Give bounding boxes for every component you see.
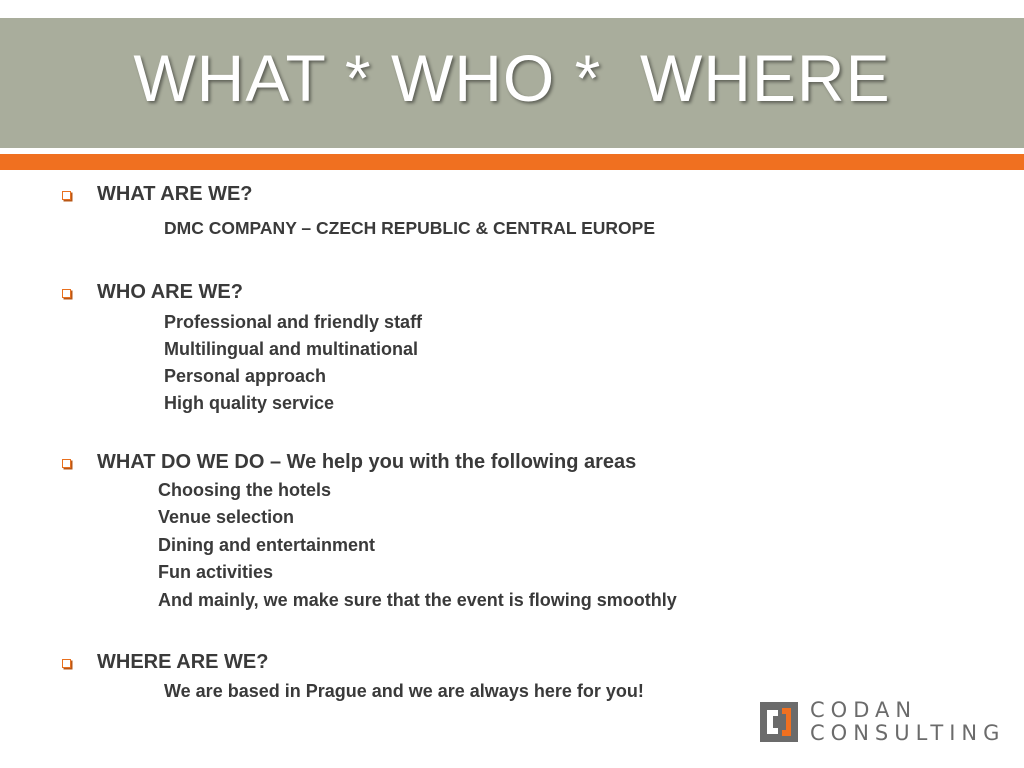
section-who-heading-row: [62, 281, 243, 304]
section-heading: WHERE ARE WE?: [97, 651, 269, 673]
section-heading: WHAT DO WE DO – We help you with the following areas: [97, 451, 637, 473]
section-what-heading-row: [62, 183, 253, 206]
logo-text-consulting: CONSULTING: [810, 721, 1006, 745]
company-logo: [760, 698, 1006, 746]
section-heading: WHAT ARE WE?: [97, 183, 253, 205]
section-item: Multilingual and multinational: [164, 339, 418, 359]
logo-text-codan: CODAN: [810, 698, 918, 722]
section-item: Choosing the hotels: [158, 480, 331, 500]
section-item: Venue selection: [158, 507, 295, 527]
section-item: Personal approach: [164, 366, 327, 386]
section-item: We are based in Prague and we are always here for you!: [164, 681, 644, 701]
codan-logo-mark-icon: [760, 702, 798, 742]
section-item: Professional and friendly staff: [164, 312, 423, 332]
slide-title: WHAT * WHO * WHERE: [133, 41, 891, 115]
section-heading: WHO ARE WE?: [97, 281, 243, 303]
section-item: DMC COMPANY – CZECH REPUBLIC & CENTRAL EUROPE: [164, 218, 656, 238]
hollow-square-bullet-icon: [62, 289, 71, 298]
section-item: And mainly, we make sure that the event is flowing smoothly: [158, 590, 677, 610]
section-where-heading-row: [62, 651, 268, 674]
section-do-heading-row: [62, 451, 636, 474]
section-item: Dining and entertainment: [158, 535, 376, 555]
section-item: Fun activities: [158, 562, 274, 582]
section-item: High quality service: [164, 393, 335, 413]
hollow-square-bullet-icon: [62, 191, 71, 200]
hollow-square-bullet-icon: [62, 659, 71, 668]
hollow-square-bullet-icon: [62, 459, 71, 468]
